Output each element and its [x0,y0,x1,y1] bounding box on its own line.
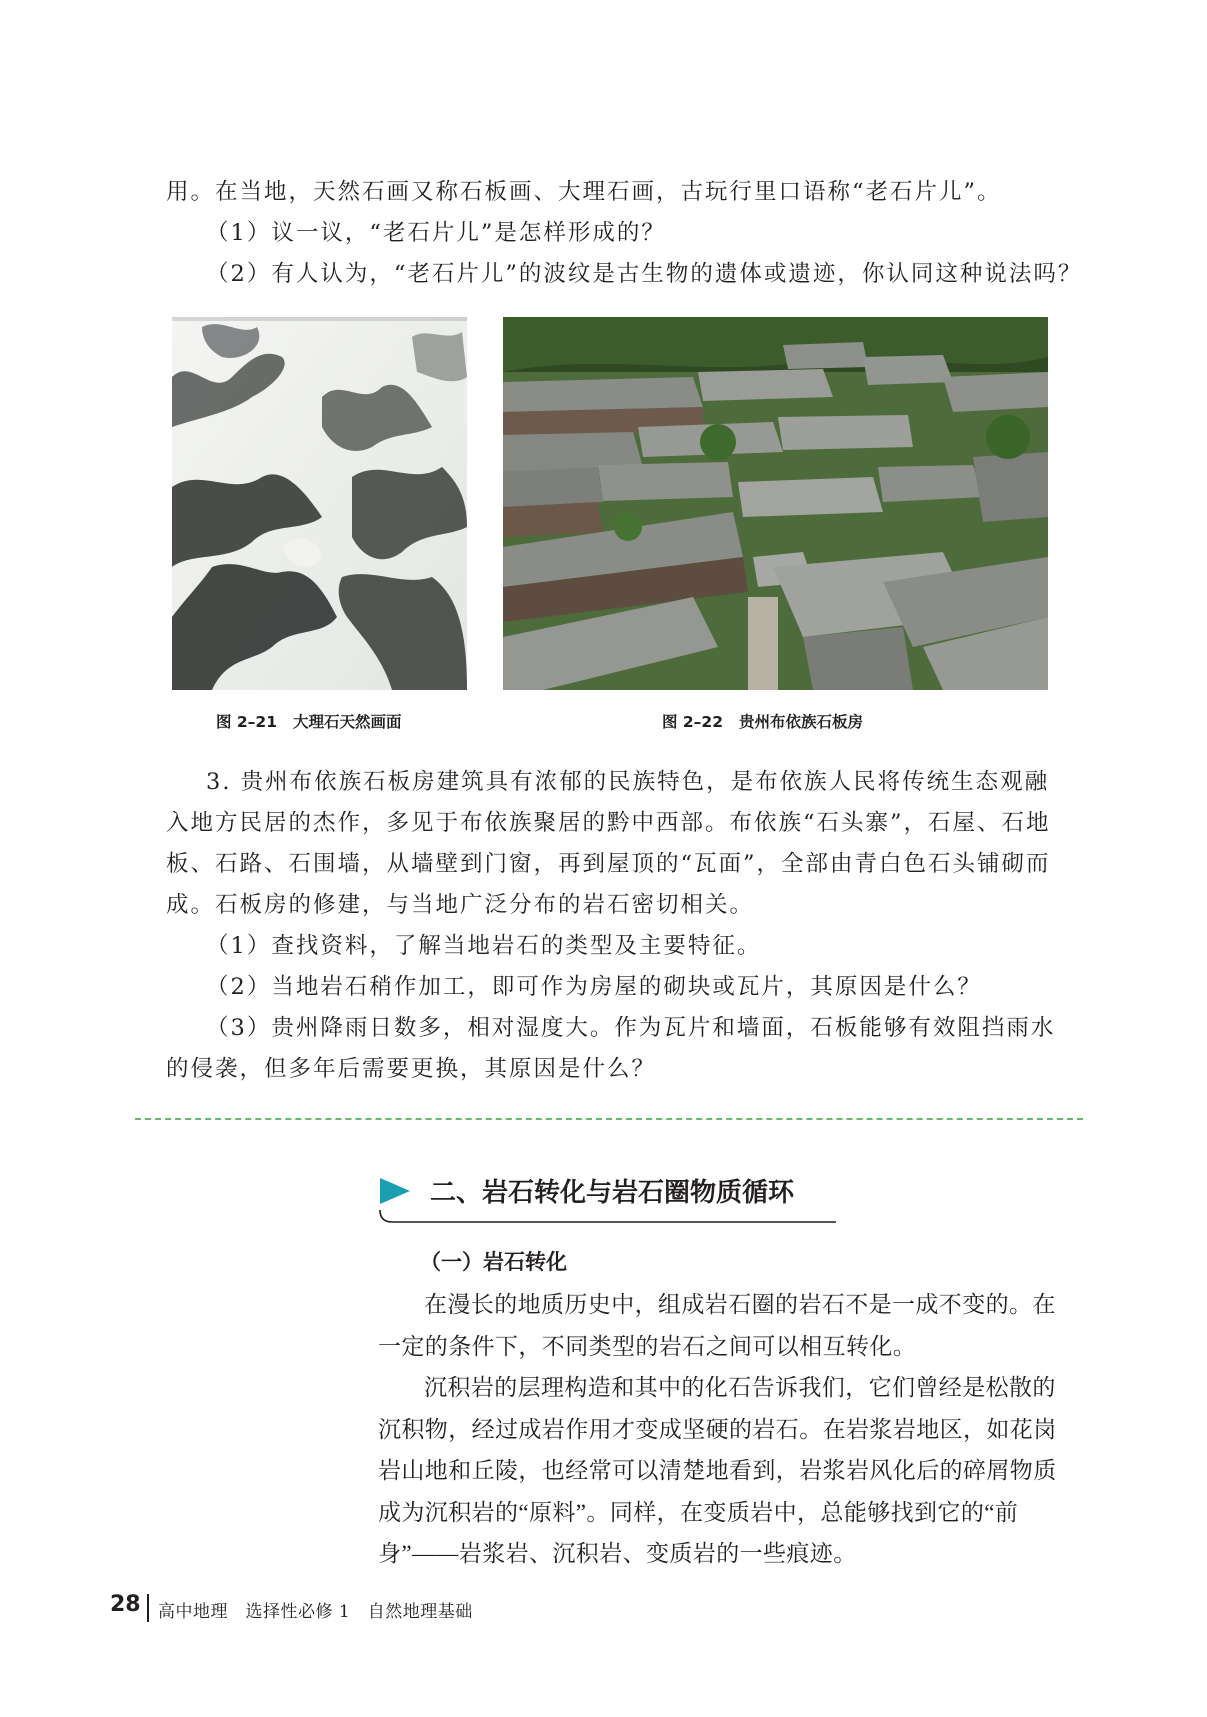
body-line: 成为沉积岩的“原料”。同样，在变质岩中，总能够找到它的“前 [378,1499,1019,1525]
figure-label: 图 2–22 [662,713,724,731]
village-scene [503,317,1048,690]
activity-3-question-3-cont: 的侵袭，但多年后需要更换，其原因是什么？ [166,1056,657,1082]
body-line: 沉积岩的层理构造和其中的化石告诉我们，它们曾经是松散的 [424,1375,1056,1400]
subsection-title: （一）岩石转化 [420,1250,567,1274]
activity-top-line: 用。在当地，天然石画又称石板画、大理石画，古玩行里口语称“老石片儿”。 [166,179,1002,205]
activity-3-line: 成。石板房的修建，与当地广泛分布的岩石密切相关。 [166,892,755,918]
body-line: 岩山地和丘陵，也经常可以清楚地看到，岩浆岩风化后的碎屑物质 [378,1458,1057,1483]
section-heading [378,1170,838,1222]
activity-top-question-2: （2）有人认为，“老石片儿”的波纹是古生物的遗体或遗迹，你认同这种说法吗？ [206,261,1083,287]
activity-3-line: 板、石路、石围墙，从墙壁到门窗，再到屋顶的“瓦面”，全部由青白色石头铺砌而 [166,851,1051,877]
activity-3-question-3: （3）贵州降雨日数多，相对湿度大。作为瓦片和墙面，石板能够有效阻挡雨水 [206,1015,1056,1041]
section-body [378,1284,1078,1575]
body-line: 在漫长的地质历史中，组成岩石圈的岩石不是一成不变的。在 [424,1292,1056,1317]
footer-divider [147,1594,149,1622]
activity-3-question-1: （1）查找资料，了解当地岩石的类型及主要特征。 [206,933,762,959]
stone-slab-village-image [503,317,1048,690]
figure-label: 图 2–21 [216,713,278,731]
activity-3-line: 入地方民居的杰作，多见于布依族聚居的黔中西部。布依族“石头寨”，石屋、石地 [166,810,1051,836]
activity-top [166,172,1083,295]
activity-3 [166,762,1056,1090]
section-underline [378,1210,838,1224]
body-line: 一定的条件下，不同类型的岩石之间可以相互转化。 [378,1333,917,1359]
figure-caption-2-22 [662,710,863,732]
body-line: 沉积物，经过成岩作用才变成坚硬的岩石。在岩浆岩地区，如花岗 [378,1416,1057,1442]
activity-divider [135,1118,1083,1120]
section-title: 二、岩石转化与岩石圈物质循环 [430,1178,795,1208]
activity-3-line: 3. 贵州布依族石板房建筑具有浓郁的民族特色，是布依族人民将传统生态观融 [206,769,1050,795]
activity-top-question-1: （1）议一议，“老石片儿”是怎样形成的？ [206,220,666,246]
figure-caption-2-21 [216,710,402,732]
book-title: 高中地理 选择性必修 1 自然地理基础 [158,1602,473,1622]
marble-painting-image [172,317,467,690]
body-line: 身”——岩浆岩、沉积岩、变质岩的一些痕迹。 [378,1541,857,1566]
page-number: 28 [110,1592,141,1617]
marble-pattern [172,317,467,690]
figure-title: 大理石天然画面 [293,713,402,731]
figure-title: 贵州布依族石板房 [739,713,864,731]
activity-3-question-2: （2）当地岩石稍作加工，即可作为房屋的砌块或瓦片，其原因是什么？ [206,974,982,1000]
play-arrow-icon [378,1176,412,1206]
